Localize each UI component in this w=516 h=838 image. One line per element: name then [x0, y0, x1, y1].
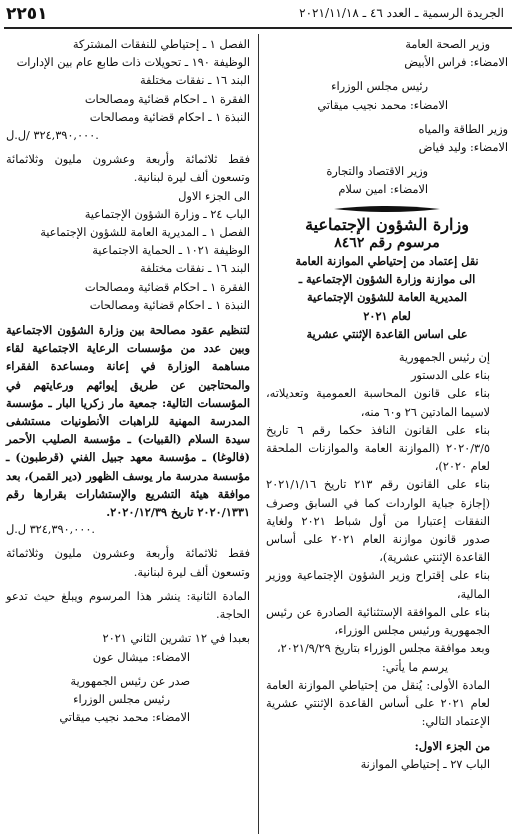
amount-figure: ٣٢٤,٣٩٠,٠٠٠ /ل.ل. [6, 129, 99, 143]
preamble-paragraph: بناء على الموافقة الإستثنائية الصادرة عن رئيس الجمهورية ورئيس مجلس الوزراء، [266, 605, 490, 638]
right-column [266, 36, 508, 774]
decree-subject-line: لعام ٢٠٢١ [363, 308, 411, 323]
signatory-title: وزير الطاقة والمياه [418, 122, 508, 136]
page-header [0, 0, 516, 28]
decree-subject-line: نقل إعتماد من إحتياطي الموازنة العامة [295, 254, 479, 269]
preamble-line: إن رئيس الجمهورية [398, 351, 490, 365]
preamble-line: وبعد موافقة مجلس الوزراء بتاريخ ٢٠٢١/٩/٢٩، [276, 642, 490, 656]
amount-in-words: فقط ثلاثمائة وأربعة وعشرون مليون وثلاثمائة وتسعون ألف ليرة لبنانية. [6, 153, 250, 185]
decree-subject-line: المديرية العامة للشؤون الإجتماعية [307, 290, 467, 305]
page-number: ٢٢٥١ [6, 4, 48, 24]
budget-item: الوظيفة ١٠٢١ ـ الحماية الاجتماعية [92, 244, 250, 258]
article-one: المادة الأولى: يُنقل من إحتياطي الموازنة العامة لعام ٢٠٢١ على أساس القاعدة الإثنتي عشرية الإعتماد التالي: [266, 678, 490, 729]
budget-item: الفصل ١ ـ المديرية العامة للشؤون الإجتماعية [40, 226, 250, 240]
from-part-heading: من الجزء الاول: [414, 739, 490, 754]
budget-item: الفصل ١ ـ إحتياطي للنفقات المشتركة [72, 38, 250, 51]
to-part-heading: الى الجزء الاول [178, 189, 250, 203]
signature-line: الامضاء: وليد فياض [418, 141, 508, 155]
preamble-paragraph: بناء على إقتراح وزير الشؤون الإجتماعية ووزير المالية، [266, 569, 490, 601]
budget-item: الفقرة ١ ـ احكام قضائية ومصالحات [84, 92, 250, 106]
budget-item: البند ١٦ ـ نفقات مختلفة [139, 262, 250, 276]
budget-item: النبذة ١ ـ احكام قضائية ومصالحات [89, 298, 250, 312]
signature-line: الامضاء: فراس الأبيض [404, 56, 508, 70]
signature-line: الامضاء: ميشال عون [92, 650, 190, 664]
ministry-heading: وزارة الشؤون الإجتماعية [305, 214, 469, 234]
signature-line: الامضاء: امين سلام [338, 183, 428, 197]
budget-item: الباب ٢٧ ـ إحتياطي الموازنة [360, 757, 490, 771]
signature-line: الامضاء: محمد نجيب ميقاتي [59, 711, 190, 725]
header-rule [4, 27, 512, 29]
budget-item: النبذة ١ ـ احكام قضائية ومصالحات [89, 110, 250, 124]
running-title: الجريدة الرسمية ـ العدد ٤٦ ـ ٢٠٢١/١١/١٨ [299, 6, 504, 20]
budget-item: الباب ٢٤ ـ وزارة الشؤون الإجتماعية [84, 207, 250, 221]
enactment-line: يرسم ما يأتي: [382, 660, 448, 674]
left-column [6, 36, 250, 727]
decree-number: مرسوم رقم ٨٤٦٢ [334, 234, 440, 251]
preamble-paragraph: بناء على القانون النافذ حكما رقم ٦ تاريخ ٢٠٢٠/٣/٥ (الموازنة العامة والموازنات الملحقة لعام ٢٠٢٠)، [266, 423, 491, 474]
signature-line: الامضاء: محمد نجيب ميقاتي [317, 98, 448, 112]
issued-by-line: صدر عن رئيس الجمهورية [70, 674, 190, 688]
signatory-title: وزير الاقتصاد والتجارة [326, 165, 428, 179]
preamble-line: بناء على الدستور [410, 369, 490, 383]
decree-subject-line: الى موازنة وزارة الشؤون الإجتماعية ـ [298, 272, 476, 287]
purpose-paragraph: لتنظيم عقود مصالحة بين وزارة الشؤون الاجتماعية وبين عدد من مؤسسات الرعاية الاجتماعية لقاء مساهمة الوزارة في إعانة ومساعدة الفقراء والمحتاجين عن طريق إيوائهم ورعايتهم في المؤسسات التالية: جمعية مار زكريا البار ـ مؤسسة المدرسة المهنية للراهبات الأنطونيات مستشفى سيدة السلام (القبيات) ـ مؤسسة الصليب الأحمر (فالوغا) ـ مؤسسة معهد جبيل الفني (قرطبون) ـ مؤسسة مدرسة مار يوسف الظهور (دير القمر)، بعد موافقة هيئة التشريع والإستشارات بقرارها رقم ٢٠٢٠/١٣٣١ تاريخ ٢٠٢٠/١٢/٣٩. [6, 323, 250, 520]
signatory-title: رئيس مجلس الوزراء [73, 692, 170, 706]
preamble-paragraph: بناء على قانون المحاسبة العمومية وتعديلاته، لاسيما المادتين ٢٦ و٦٠ منه، [266, 387, 490, 419]
signing-date: بعبدا في ١٢ تشرين الثاني ٢٠٢١ [102, 632, 250, 646]
section-divider-swash [332, 204, 442, 214]
signatory-title: رئيس مجلس الوزراء [331, 80, 428, 94]
amount-in-words: فقط ثلاثمائة وأربعة وعشرون مليون وثلاثمائة وتسعون ألف ليرة لبنانية. [6, 547, 250, 579]
preamble-paragraph: بناء على القانون رقم ٢١٣ تاريخ ٢٠٢١/١/١٦ (إجازة جباية الواردات كما في السابق وصرف النفقات إعتبارا من أول شباط ٢٠٢١ ولغاية صدور قانون موازنة العام ٢٠٢١ على أساس القاعدة الإثنتي عشرية)، [266, 478, 490, 565]
signatory-title: وزير الصحة العامة [405, 38, 490, 51]
article-two: المادة الثانية: ينشر هذا المرسوم ويبلغ حيث تدعو الحاجة. [6, 589, 250, 622]
budget-item: البند ١٦ ـ نفقات مختلفة [139, 74, 250, 88]
amount-figure: ٣٢٤,٣٩٠,٠٠٠ ل.ل. [6, 523, 95, 537]
decree-subject-line: على اساس القاعدة الإثنتي عشرية [306, 326, 468, 341]
budget-item: الوظيفة ١٩٠ ـ تحويلات ذات طابع عام بين الإدارات [16, 56, 250, 70]
column-divider [258, 34, 259, 834]
budget-item: الفقرة ١ ـ احكام قضائية ومصالحات [84, 280, 250, 294]
